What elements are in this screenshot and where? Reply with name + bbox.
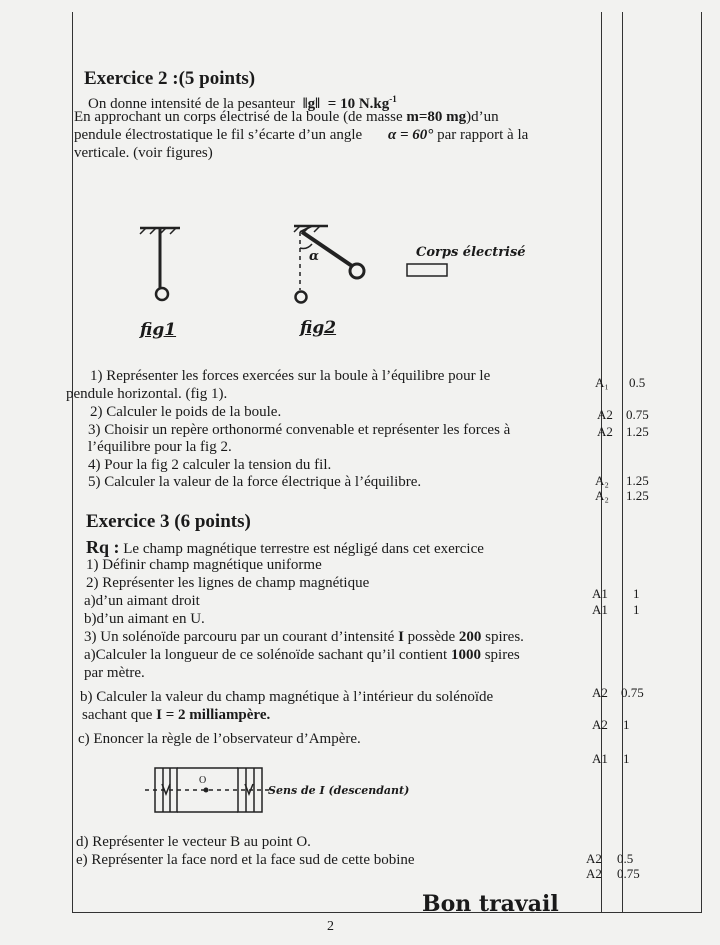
ex2-grade4-points: 1.25	[626, 473, 649, 488]
point-o-label: O	[199, 775, 207, 786]
ex3-grade5-skill: A1	[592, 751, 608, 766]
mass-value: m=80 mg	[406, 109, 467, 125]
ex3-grade4-skill: A2	[592, 717, 608, 732]
ex3-grade4-points: 1	[623, 717, 630, 732]
ex2-grade3-skill: A2	[597, 424, 613, 439]
ex3-remark: Rq : Le champ magnétique terrestre est négligé dans cet exercice	[86, 537, 484, 557]
exercise3-title: Exercice 3 (6 points)	[86, 511, 251, 532]
ex3-grade3-skill: A2	[592, 685, 608, 700]
ex2-question3b: l’équilibre pour la fig 2.	[88, 439, 232, 455]
ex3-grade6-points: 0.5	[617, 851, 634, 866]
ex3-question3c: c) Enoncer la règle de l’observateur d’Ampère.	[78, 731, 361, 747]
fig2-label: fig2	[300, 318, 337, 338]
ex2-question5: 5) Calculer la valeur de la force électrique à l’équilibre.	[88, 474, 422, 490]
g-value: = 10 N.kg	[327, 96, 390, 112]
ex3-grade3-points: 0.75	[621, 685, 644, 700]
ex2-intro-line2: En approchant un corps électrisé de la boule (de masse m=80 mg)d’un	[74, 109, 499, 125]
ex3-grade6-skill: A2	[586, 851, 602, 866]
ex3-question3b: b) Calculer la valeur du champ magnétique à l’intérieur du solénoïde	[80, 689, 494, 705]
ex2-grade5-points: 1.25	[626, 488, 649, 503]
fig1-label: fig1	[140, 320, 177, 340]
ex2-question1b: pendule horizontal. (fig 1).	[66, 386, 228, 402]
ex2-grade4-skill: A₂	[595, 473, 609, 488]
ex3-grade7-points: 0.75	[617, 866, 640, 881]
fig2-angle-label: α	[309, 249, 320, 264]
closing-message: Bon travail	[422, 891, 559, 917]
ex3-question3: 3) Un solénoïde parcouru par un courant d’intensité I possède 200 spires.	[84, 629, 524, 645]
ex3-question3a-cont: par mètre.	[84, 665, 145, 681]
ex3-question1: 1) Définir champ magnétique uniforme	[86, 557, 322, 573]
ex3-question3b-cont: sachant que I = 2 milliampère.	[82, 707, 271, 723]
ex3-question3a: a)Calculer la longueur de ce solénoïde sachant qu’il contient 1000 spires	[84, 647, 520, 663]
ex3-question2b: b)d’un aimant en U.	[84, 611, 205, 627]
g-symbol: ‖g‖	[302, 96, 321, 112]
ex2-intro-line4: verticale. (voir figures)	[74, 145, 213, 161]
ex2-grade3-points: 1.25	[626, 424, 649, 439]
ex2-intro-line3: pendule électrostatique le fil s’écarte d’un angle α = 60° par rapport à la	[74, 127, 529, 143]
alpha-value: α = 60°	[387, 127, 434, 143]
ex3-grade2-skill: A1	[592, 602, 608, 617]
charged-body-label: Corps électrisé	[416, 245, 526, 260]
ex2-question3a: 3) Choisir un repère orthonormé convenable et représenter les forces à	[88, 422, 511, 438]
current-direction-label: Sens de I (descendant)	[268, 784, 410, 797]
ex2-grade5-skill: A₂	[595, 488, 609, 503]
ex3-grade1-points: 1	[633, 586, 640, 601]
ex2-grade2-points: 0.75	[626, 407, 649, 422]
ex2-grade1-points: 0.5	[629, 375, 646, 390]
ex3-grade2-points: 1	[633, 602, 640, 617]
ex2-question1a: 1) Représenter les forces exercées sur la boule à l’équilibre pour le	[90, 368, 491, 384]
ex3-question2a: a)d’un aimant droit	[84, 593, 200, 609]
ex3-grade5-points: 1	[623, 751, 630, 766]
ex3-grade7-skill: A2	[586, 866, 602, 881]
ex2-question4: 4) Pour la fig 2 calculer la tension du fil.	[88, 457, 332, 473]
ex3-question-d: d) Représenter le vecteur B au point O.	[76, 834, 311, 850]
ex2-grade2-skill: A2	[597, 407, 613, 422]
ex3-question-e: e) Représenter la face nord et la face sud de cette bobine	[76, 852, 415, 868]
ex2-intro-line1: On donne intensité de la pesanteur ‖g‖ = 10 $N.kg^{-1}$	[88, 94, 397, 112]
ex2-grade1-skill: A₁	[595, 375, 609, 390]
exercise2-title: Exercice 2 :(5 points)	[84, 68, 256, 89]
ex3-question2: 2) Représenter les lignes de champ magnétique	[86, 575, 370, 591]
ex2-question2: 2) Calculer le poids de la boule.	[90, 404, 282, 420]
ex3-grade1-skill: A1	[592, 586, 608, 601]
page-number: 2	[327, 919, 334, 934]
